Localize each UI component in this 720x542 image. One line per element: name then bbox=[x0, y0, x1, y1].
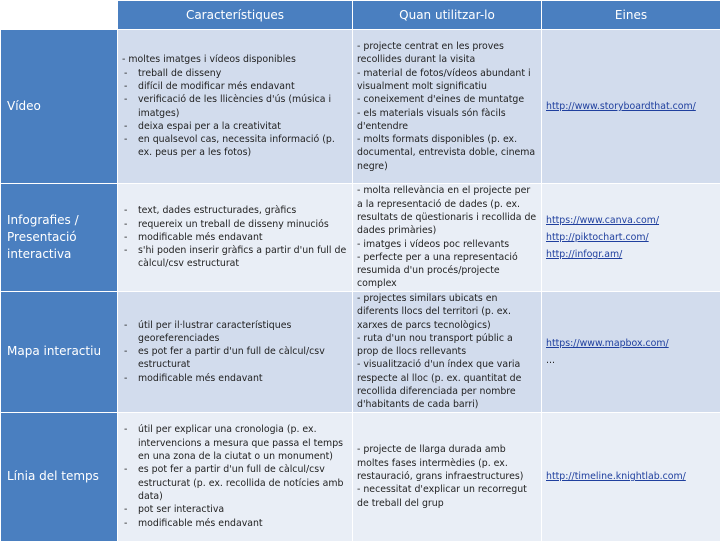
list-item: - perfecte per a una representació resumida d'un procés/projecte complex bbox=[357, 251, 537, 291]
tool-link-infogram[interactable]: http://infogr.am/ bbox=[546, 246, 716, 263]
list-item: ‑ útil per explicar una cronologia (p. ex. intervencions a mesura que passa el temps en una zona de la ciutat o un monument) bbox=[122, 423, 348, 463]
list-item: - molts formats disponibles (p. ex. documental, entrevista doble, cinema negre) bbox=[357, 133, 537, 173]
list-item: ‑ deixa espai per a la creativitat bbox=[122, 120, 348, 133]
list-item: ‑ en qualsevol cas, necessita informació (p. ex. peus per a les fotos) bbox=[122, 133, 348, 160]
list-item: ‑ útil per il·lustrar característiques georeferenciades bbox=[122, 319, 348, 346]
when-cell-map bbox=[353, 292, 542, 413]
list-item: - projecte de llarga durada amb moltes fases intermèdies (p. ex. restauració, grans infraestructures) bbox=[357, 443, 537, 483]
list-item: - visualització d'un índex que varia respecte al lloc (p. ex. quantitat de recollida diferenciada per nombre d'habitants de cada barri) bbox=[357, 358, 537, 411]
features-intro: - moltes imatges i vídeos disponibles bbox=[122, 53, 348, 66]
list-item: - imatges i vídeos poc rellevants bbox=[357, 238, 537, 251]
tools-cell-video bbox=[542, 30, 720, 184]
list-item: ‑ treball de disseny bbox=[122, 67, 348, 80]
list-item: - material de fotos/vídeos abundant i visualment molt significatiu bbox=[357, 67, 537, 94]
features-cell-video bbox=[118, 30, 353, 184]
tool-link-piktochart[interactable]: http://piktochart.com/ bbox=[546, 229, 716, 246]
list-item: ‑ pot ser interactiva bbox=[122, 503, 348, 516]
list-item: ‑ text, dades estructurades, gràfics bbox=[122, 204, 348, 217]
features-list bbox=[122, 423, 348, 529]
when-cell-video bbox=[353, 30, 542, 184]
table-row-video bbox=[1, 30, 720, 184]
table-row-map bbox=[1, 292, 720, 413]
list-item: - molta rellevància en el projecte per a la representació de dades (p. ex. resultats de qüestionaris i recollida de dades primàries) bbox=[357, 184, 537, 237]
list-item: ‑ modificable més endavant bbox=[122, 372, 348, 385]
list-item: - els materials visuals són fàcils d'entendre bbox=[357, 107, 537, 134]
tool-link-timeline-knightlab[interactable]: http://timeline.knightlab.com/ bbox=[546, 468, 716, 485]
features-list bbox=[122, 204, 348, 270]
table-row-infographics bbox=[1, 184, 720, 292]
when-cell-timeline bbox=[353, 412, 542, 541]
list-item: - coneixement d'eines de muntatge bbox=[357, 93, 537, 106]
row-label-timeline: Línia del temps bbox=[1, 412, 118, 541]
features-cell-map bbox=[118, 292, 353, 413]
list-item: ‑ s'hi poden inserir gràfics a partir d'un full de càlcul/csv estructurat bbox=[122, 244, 348, 271]
row-label-map: Mapa interactiu bbox=[1, 292, 118, 413]
tools-cell-timeline bbox=[542, 412, 720, 541]
list-item: - necessitat d'explicar un recorregut de treball del grup bbox=[357, 483, 537, 510]
list-item: - projectes similars ubicats en diferents llocs del territori (p. ex. xarxes de parcs tecnològics) bbox=[357, 292, 537, 332]
features-list bbox=[122, 67, 348, 160]
features-cell-infographics bbox=[118, 184, 353, 292]
tool-link-canva[interactable]: https://www.canva.com/ bbox=[546, 212, 716, 229]
when-cell-infographics bbox=[353, 184, 542, 292]
features-list bbox=[122, 319, 348, 385]
tools-cell-map bbox=[542, 292, 720, 413]
row-label-video: Vídeo bbox=[1, 30, 118, 184]
header-row bbox=[1, 1, 720, 30]
tools-cell-infographics bbox=[542, 184, 720, 292]
header-when-to-use: Quan utilitzar-lo bbox=[353, 1, 542, 30]
tools-more-ellipsis: ... bbox=[546, 352, 716, 369]
list-item: ‑ es pot fer a partir d'un full de càlcul/csv estructurat bbox=[122, 345, 348, 372]
list-item: - ruta d'un nou transport públic a prop de llocs rellevants bbox=[357, 332, 537, 359]
list-item: ‑ difícil de modificar més endavant bbox=[122, 80, 348, 93]
features-cell-timeline bbox=[118, 412, 353, 541]
header-characteristics: Característiques bbox=[118, 1, 353, 30]
list-item: ‑ verificació de les llicències d'ús (música i imatges) bbox=[122, 93, 348, 120]
list-item: ‑ es pot fer a partir d'un full de càlcul/csv estructurat (p. ex. recollida de notícies amb data) bbox=[122, 463, 348, 503]
tool-link-mapbox[interactable]: https://www.mapbox.com/ bbox=[546, 335, 716, 352]
list-item: - projecte centrat en les proves recollides durant la visita bbox=[357, 40, 537, 67]
list-item: ‑ modificable més endavant bbox=[122, 517, 348, 530]
list-item: ‑ modificable més endavant bbox=[122, 231, 348, 244]
table-row-timeline bbox=[1, 412, 720, 541]
list-item: ‑ requereix un treball de disseny minuciós bbox=[122, 218, 348, 231]
header-tools: Eines bbox=[542, 1, 720, 30]
tool-link-storyboardthat[interactable]: http://www.storyboardthat.com/ bbox=[546, 98, 716, 115]
row-label-infographics: Infografies / Presentació interactiva bbox=[1, 184, 118, 292]
header-empty-cell bbox=[1, 1, 118, 30]
